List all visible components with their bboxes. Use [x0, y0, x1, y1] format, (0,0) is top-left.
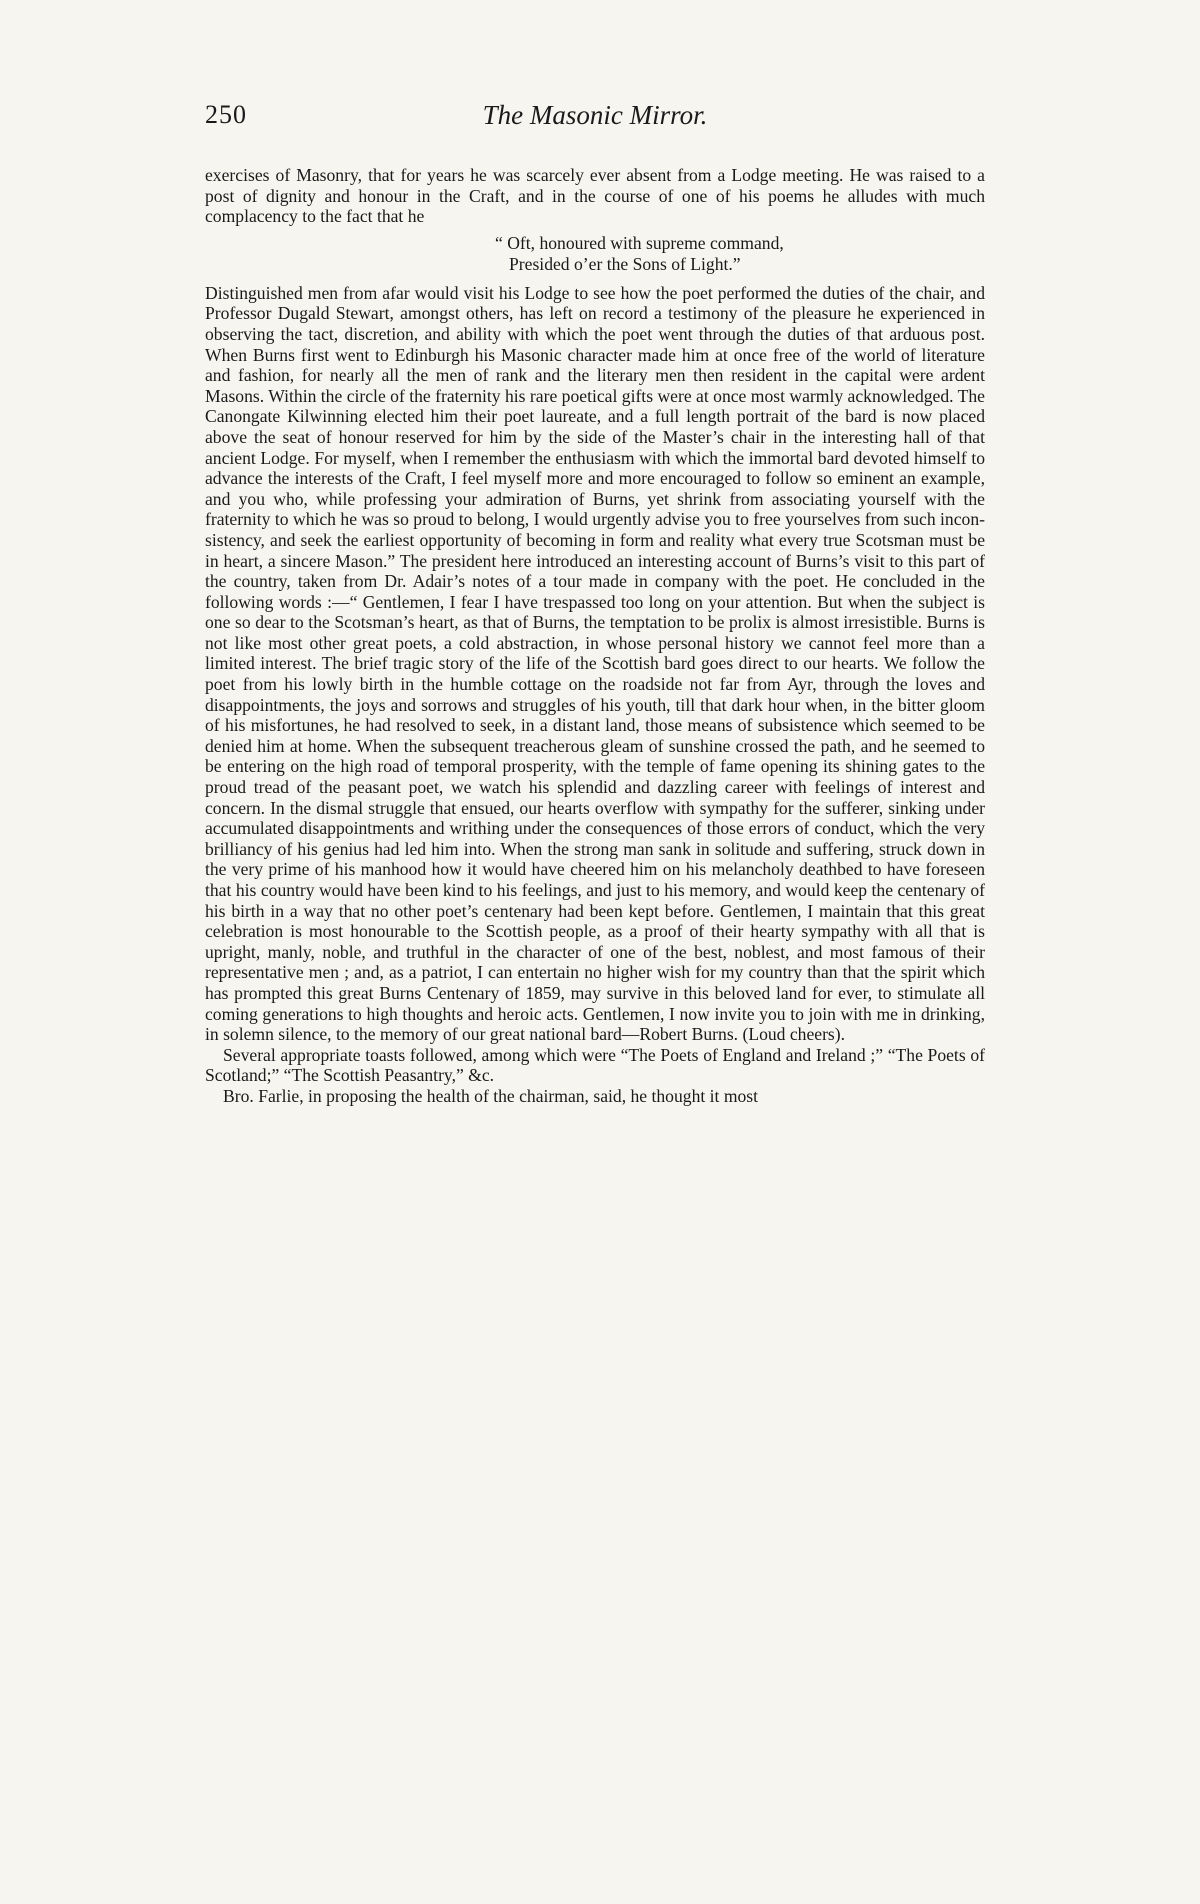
paragraph-speech: Distinguished men from afar would visit his Lodge to see how the poet performed the duties of the chair, and Professor Dugald Stewart, amongst others, has left on record a testimony of the pleasure he experienced in observing the tact, discretion, and ability with which the poet went through the duties of that arduous post. When Burns first went to Edinburgh his Masonic character made him at once free of the world of literature and fashion, for nearly all the men of rank and the literary men then resident in the capital were ardent Masons. Within the circle of the fraternity his rare poetical gifts were at once most warmly acknowledged. The Canongate Kilwinning elected him their poet laureate, and a full length portrait of the bard is now placed above the seat of honour reserved for him by the side of the Master’s chair in the interesting hall of that ancient Lodge. For myself, when I remember the enthusiasm with which the immortal bard devoted himself to advance the interests of the Craft, I feel myself more and more encouraged to follow so eminent an example, and you who, while professing your admiration of Burns, yet shrink from associating yourself with the fraternity to which he was so proud to belong, I would urgently advise you to free yourselves from such inconsistency, and seek the earliest opportunity of becoming in form and reality what every true Scotsman must be in heart, a sincere Mason.” The president here introduced an interesting account of Burns’s visit to this part of the country, taken from Dr. Adair’s notes of a tour made in company with the poet. He concluded in the following words :—“ Gentlemen, I fear I have trespassed too long on your attention. But when the subject is one so dear to the Scotsman’s heart, as that of Burns, the temptation to be prolix is almost irresistible. Burns is not like most other great poets, a cold abstraction, in whose personal history we cannot feel more than a limited interest. The brief tragic story of the life of the Scottish bard goes direct to our hearts. We follow the poet from his lowly birth in the humble cottage on the roadside not far from Ayr, through the loves and disappointments, the joys and sorrows and struggles of his youth, till that dark hour when, in the bitter gloom of his misfortunes, he had resolved to seek, in a distant land, those means of subsistence which seemed to be denied him at home. When the subsequent treacherous gleam of sunshine crossed the path, and he seemed to be entering on the high road of temporal prosperity, with the temple of fame opening its shining gates to the proud tread of the peasant poet, we watch his splendid and dazzling career with feelings of interest and concern. In the dismal struggle that ensued, our hearts overflow with sympathy for the sufferer, sinking under accumulated disappointments and writhing under the consequences of those errors of conduct, which the very brilliancy of his genius had led him into. When the strong man sank in solitude and suffering, struck down in the very prime of his manhood how it would have cheered him on his melancholy deathbed to have foreseen that his country would have been kind to his feelings, and just to his memory, and would keep the centenary of his birth in a way that no other poet’s centenary had been kept before. Gentlemen, I maintain that this great celebration is most honourable to the Scottish people, as a proof of their hearty sympathy with all that is upright, manly, noble, and truthful in the character of one of the best, noblest, and most famous of their representative men ; and, as a patriot, I can entertain no higher wish for my country than that the spirit which has prompted this great Burns Centenary of 1859, may survive in this beloved land for ever, to stimulate all coming generations to high thoughts and heroic acts. Gentlemen, I now invite you to join with me in drinking, in solemn silence, to the memory of our great national bard—Robert Burns. (Loud cheers). — [205, 282, 985, 1045]
verse-quotation — [205, 233, 985, 275]
verse-line: “ Oft, honoured with supreme command, — [495, 232, 784, 253]
paragraph-toasts: Several appropriate toasts followed, among which were “The Poets of England and Ireland ;” “The Poets of Scotland;” “The Scottish Peasantry,” &c. — [205, 1044, 985, 1086]
paragraph-farlie: Bro. Farlie, in proposing the health of the chairman, said, he thought it most — [223, 1085, 759, 1106]
page-header — [205, 100, 985, 140]
running-title: The Masonic Mirror. — [482, 100, 708, 130]
paragraph-continuation: exercises of Masonry, that for years he was scarcely ever absent from a Lodge meeting. He was raised to a post of dignity and honour in the Craft, and in the course of one of his poems he alludes with much complacency to the fact that he — [205, 165, 985, 227]
page-number: 250 — [205, 100, 247, 129]
body-text — [205, 165, 985, 1107]
verse-line: Presided o’er the Sons of Light.” — [509, 253, 741, 274]
